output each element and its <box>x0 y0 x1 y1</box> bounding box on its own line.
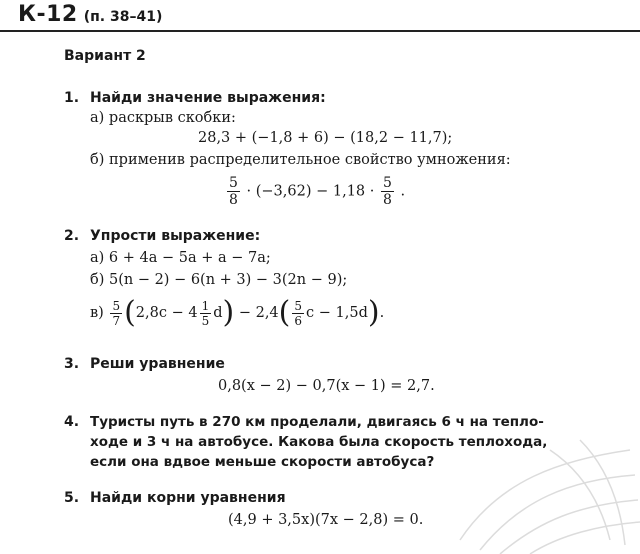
fraction: $\frac{5}{8}$ <box>229 175 238 208</box>
task-2-title: Упрости выражение: <box>90 228 261 244</box>
task-2b: б) 5(n − 2) − 6(n + 3) − 3(2n − 9); <box>90 272 348 288</box>
task-1b-expression: $\frac{5}{8}$ · (−3,62) − 1,18 · $\frac{5}{8}$ . <box>229 175 406 208</box>
header-rule <box>0 30 640 32</box>
task-5-number: 5. <box>64 490 80 506</box>
task-4-number: 4. <box>64 414 80 430</box>
watermark-decoration <box>440 420 640 554</box>
test-pages: (п. 38–41) <box>83 9 163 25</box>
variant-heading: Вариант 2 <box>64 48 146 64</box>
fraction: $\frac{1}{5}$ <box>201 298 210 328</box>
test-title: К-12 <box>18 2 78 27</box>
task-3-equation: 0,8(x − 2) − 0,7(x − 1) = 2,7. <box>218 378 435 394</box>
task-1b-label: б) применив распределительное свойство умножения: <box>90 152 511 168</box>
fraction: $\frac{5}{8}$ <box>382 175 392 208</box>
task-1a-expression: 28,3 + (−1,8 + 6) − (18,2 − 11,7); <box>198 130 453 146</box>
task-4-line-1: Туристы путь в 270 км проделали, двигаясь 6 ч на тепло- <box>90 414 544 430</box>
task-4-line-2: ходе и 3 ч на автобусе. Какова была скорость теплохода, <box>90 434 548 450</box>
fraction: $\frac{5}{6}$ <box>294 298 303 328</box>
task-2-number: 2. <box>64 228 80 244</box>
task-3-title: Реши уравнение <box>90 356 225 372</box>
task-5-equation: (4,9 + 3,5x)(7x − 2,8) = 0. <box>228 512 424 528</box>
task-2c: в) $\frac{5}{7}$ (2,8c − 4 $\frac{1}{5}$ d) − 2,4( $\frac{5}{6}$ c − 1,5d). <box>90 295 385 330</box>
task-1-title: Найди значение выражения: <box>90 90 326 106</box>
task-3-number: 3. <box>64 356 80 372</box>
task-4-line-3: если она вдвое меньше скорости автобуса? <box>90 454 435 470</box>
task-1a-label: а) раскрыв скобки: <box>90 110 236 126</box>
worksheet-header <box>18 2 162 27</box>
task-5-title: Найди корни уравнения <box>90 490 286 506</box>
task-2a: а) 6 + 4a − 5a + a − 7a; <box>90 250 271 266</box>
task-1-number: 1. <box>64 90 80 106</box>
fraction: $\frac{5}{7}$ <box>112 298 121 328</box>
